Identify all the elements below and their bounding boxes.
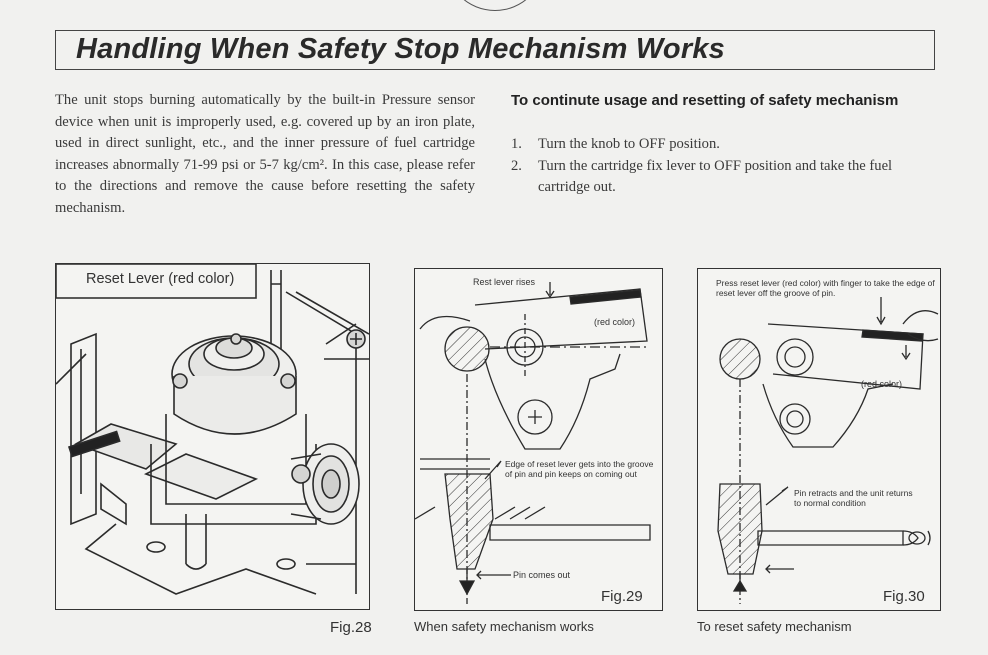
pin-comes-out-label: Pin comes out	[513, 570, 571, 580]
step-number: 1.	[511, 136, 522, 152]
fig30-number: Fig.30	[883, 588, 925, 605]
reset-mechanism-drawing	[698, 269, 940, 610]
top-decoration	[445, 0, 545, 11]
press-reset-label: Press reset lever (red color) with finger to take the edge of reset lever off the groove of pin.	[716, 278, 935, 298]
pin-retracts-label: Pin retracts and the unit returns to normal condition	[794, 488, 913, 508]
edge-of-lever-label: Edge of reset lever gets into the groove of pin and pin keeps on coming out	[505, 459, 654, 479]
reset-step	[511, 134, 941, 156]
page-title: Handling When Safety Stop Mechanism Works	[76, 33, 725, 65]
intro-paragraph: The unit stops burning automatically by the built-in Pressure sensor device when unit is improperly used, e.g. covered up by an iron plate, used in direct sunlight, etc., and the inner pressure of fuel cartridge increases abnormally 71-99 psi or 5-7 kg/cm². In this case, please refer to the directions and remove the cause before resetting the safety mechanism.	[55, 92, 475, 216]
reset-step	[511, 156, 941, 199]
red-color-label: (red color)	[594, 317, 636, 327]
fig28-illustration	[55, 263, 370, 610]
step-text: Turn the knob to OFF position.	[538, 136, 720, 152]
reset-heading: To continute usage and resetting of safety mechanism	[511, 92, 899, 109]
reset-lever-label: Reset Lever (red color)	[86, 271, 235, 287]
fig30-illustration	[697, 268, 941, 611]
fig28-number: Fig.28	[330, 619, 372, 636]
fig29-number: Fig.29	[601, 588, 643, 605]
regulator-drawing	[56, 264, 369, 609]
page-title-box	[55, 30, 935, 70]
red-color-label: (red color)	[861, 379, 903, 389]
fig29-illustration	[414, 268, 663, 611]
fig30-caption: To reset safety mechanism	[697, 619, 852, 634]
rest-lever-label: Rest lever rises	[473, 277, 536, 287]
reset-steps-list	[511, 134, 941, 199]
fig29-caption: When safety mechanism works	[414, 619, 594, 634]
step-number: 2.	[511, 157, 522, 174]
step-text: Turn the cartridge fix lever to OFF position and take the fuel cartridge out.	[538, 157, 893, 196]
